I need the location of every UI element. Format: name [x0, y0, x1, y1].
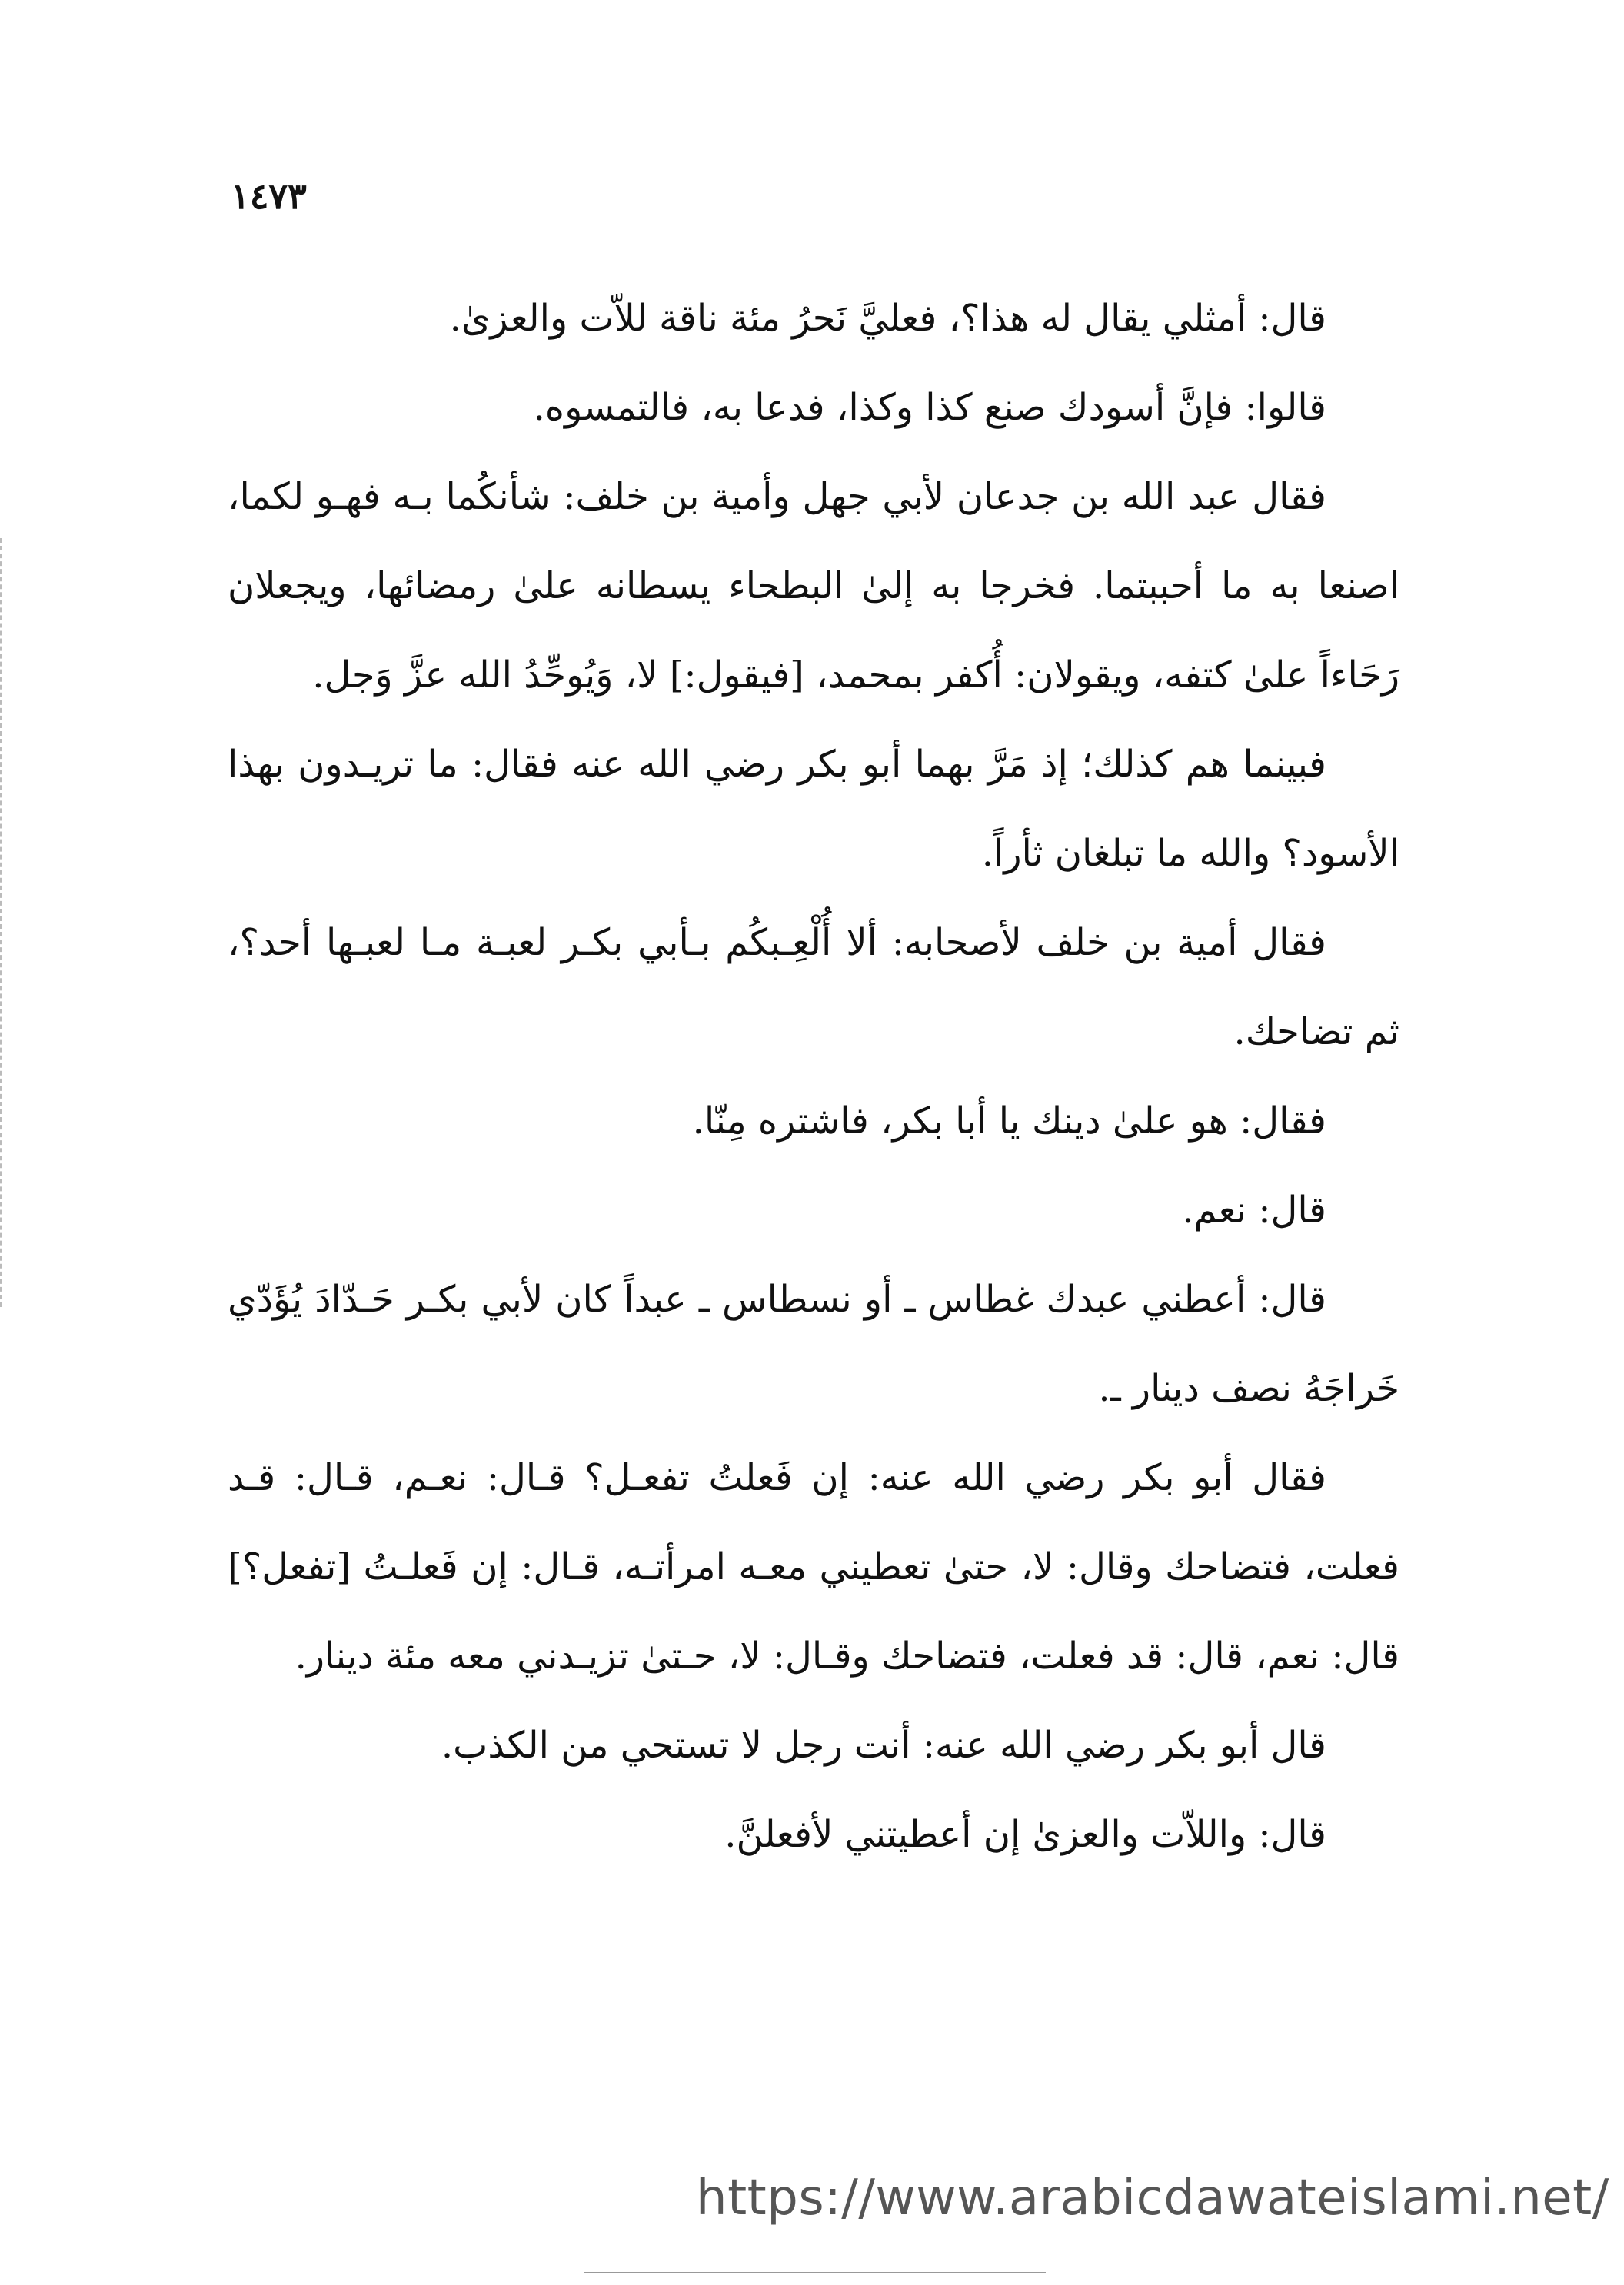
bottom-rule	[584, 2272, 1046, 2273]
paragraph-2: قالوا: فإنَّ أسودك صنع كذا وكذا، فدعا به، فالتمسوه.	[533, 386, 1326, 429]
paragraph-6: فقال: هو علىٰ دينك يا أبا بكر، فاشتره مِنّا.	[692, 1099, 1326, 1142]
text-body	[228, 274, 1399, 1879]
page-number: ١٤٧٣	[231, 175, 307, 217]
watermark-url: https://www.arabicdawateislami.net/	[696, 2170, 1609, 2227]
paragraph-1: قال: أمثلي يقال له هذا؟، فعليَّ نَحرُ مئة ناقة للاّت والعزىٰ.	[449, 297, 1326, 340]
paragraph-5: فقال أمية بن خلف لأصحابه: ألا أُلْعِـبكُم بـأبي بكـر لعبـة مـا لعبـها أحد؟، ثم تضاحك.	[228, 921, 1399, 1053]
paragraph-11: قال: واللاّت والعزىٰ إن أعطيتني لأفعلنَّ.	[724, 1813, 1326, 1856]
paragraph-8: قال: أعطني عبدك غطاس ـ أو نسطاس ـ عبداً كان لأبي بكـر حَـدّادَ يُؤَدّي خَراجَهُ نصف دينار ـ.	[228, 1278, 1399, 1410]
paragraph-4: فبينما هم كذلك؛ إذ مَرَّ بهما أبو بكر رضي الله عنه فقال: ما تريـدون بهذا الأسود؟ والله ما تبلغان ثأراً.	[228, 743, 1399, 875]
paragraph-10: قال أبو بكر رضي الله عنه: أنت رجل لا تستحي من الكذب.	[441, 1724, 1326, 1767]
paragraph-9: فقال أبو بكر رضي الله عنه: إن فَعلتُ تفعـل؟ قـال: نعـم، قـال: قـد فعلت، فتضاحك وقال: لا، حتىٰ تعطيني معـه امرأتـه، قـال: إن فَعلـتُ [تفعل؟] قال: نعم، قال: قد فعلت، فتضاحك وقـال: لا، حـتىٰ تزيـدني معه مئة دينار.	[228, 1456, 1399, 1678]
paragraph-3: فقال عبد الله بن جدعان لأبي جهل وأمية بن خلف: شأنكُما بـه فهـو لكما، اصنعا به ما أحببتما. فخرجا به إلىٰ البطحاء يسطانه علىٰ رمضائها، ويجعلان رَحَاءاً علىٰ كتفه، ويقولان: أُكفر بمحمد، [فيقول:] لا، وَيُوحِّدُ الله عزَّ وَجل.	[228, 475, 1399, 697]
paragraph-7: قال: نعم.	[1182, 1189, 1326, 1232]
scan-edge-marks	[0, 538, 6, 1307]
